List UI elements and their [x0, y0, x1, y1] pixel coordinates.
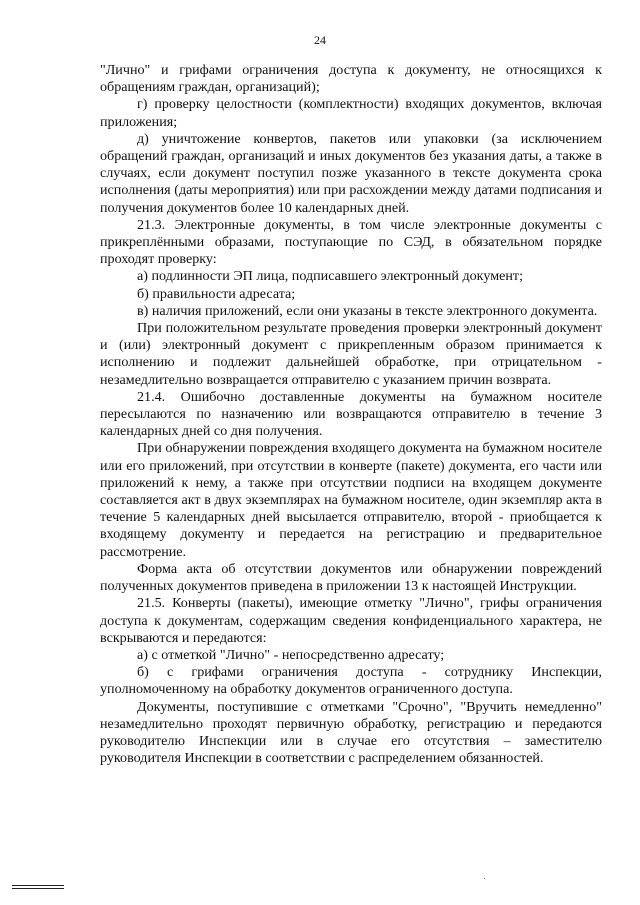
paragraph-act-form: Форма акта об отсутствии документов или обнаружении повреждений полученных документов приведена в приложении 13 к настоящей Инструкции. — [100, 560, 602, 595]
list-item-personal: а) с отметкой "Лично" - непосредственно адресату; — [137, 646, 445, 663]
list-item-restricted: б) с грифами ограничения доступа - сотруднику Инспекции, уполномоченному на обработку документов ограниченного доступа. — [100, 664, 602, 698]
list-item-a: а) подлинности ЭП лица, подписавшего электронный документ; — [137, 268, 523, 285]
paragraph-urgent-documents: Документы, поступившие с отметками "Срочно", "Вручить немедленно" незамедлительно проходят первичную обработку, регистрацию и передаются руководителю Инспекции или в случае его отсутствия – заместителю руководителя Инспекции в соответствии с распределением обязанностей. — [100, 698, 602, 767]
list-item-d: д) уничтожение конвертов, пакетов или упаковки (за исключением обращений граждан, организаций и иных документов без указания даты, а также в случаях, если документ поступил позже указанного в тексте документа срока исполнения (даты мероприятия) или при расхождении между датами подписания и получения документов более 10 календарных дней. — [100, 130, 602, 216]
footer-rule — [12, 885, 64, 886]
section-21-5: 21.5. Конверты (пакеты), имеющие отметку "Лично", грифы ограничения доступа к документам, содержащим сведения конфиденциального характера, не вскрываются и передаются: — [100, 595, 602, 646]
paragraph-positive-result: При положительном результате проведения проверки электронный документ и (или) электронный документ с прикрепленным образом принимается к исполнению и подлежит дальнейшей обработке, при отрицательном - незамедлительно возвращается отправителю с указанием причин возврата. — [100, 320, 602, 388]
section-21-3: 21.3. Электронные документы, в том числе электронные документы с прикреплёнными образами, поступающие по СЭД, в обязательном порядке проходят проверку: — [100, 216, 602, 268]
paragraph-continuation: "Лично" и грифами ограничения доступа к документу, не относящихся к обращениям граждан, организаций); — [100, 62, 602, 96]
footer-rule-second — [12, 888, 64, 889]
scan-artifact — [484, 878, 485, 879]
list-item-v: в) наличия приложений, если они указаны в тексте электронного документа. — [137, 302, 598, 319]
paragraph-damage-detection: При обнаружении повреждения входящего документа на бумажном носителе или его приложений, при отсутствии в конверте (пакете) документа, его части или приложений к нему, а также при отсутствии подписи на входящем документе составляется акт в двух экземплярах на бумажном носителе, один экземпляр акта в течение 5 календарных дней высылается отправителю, второй - приобщается к входящему документу и передается на регистрацию и предварительное рассмотрение. — [100, 440, 602, 560]
section-21-4: 21.4. Ошибочно доставленные документы на бумажном носителе пересылаются по назначению или возвращаются отправителю в течение 3 календарных дней со дня получения. — [100, 388, 602, 440]
list-item-g: г) проверку целостности (комплектности) входящих документов, включая приложения; — [100, 96, 602, 130]
list-item-b: б) правильности адресата; — [137, 285, 296, 302]
document-body — [100, 62, 602, 767]
page-number: 24 — [314, 33, 326, 47]
